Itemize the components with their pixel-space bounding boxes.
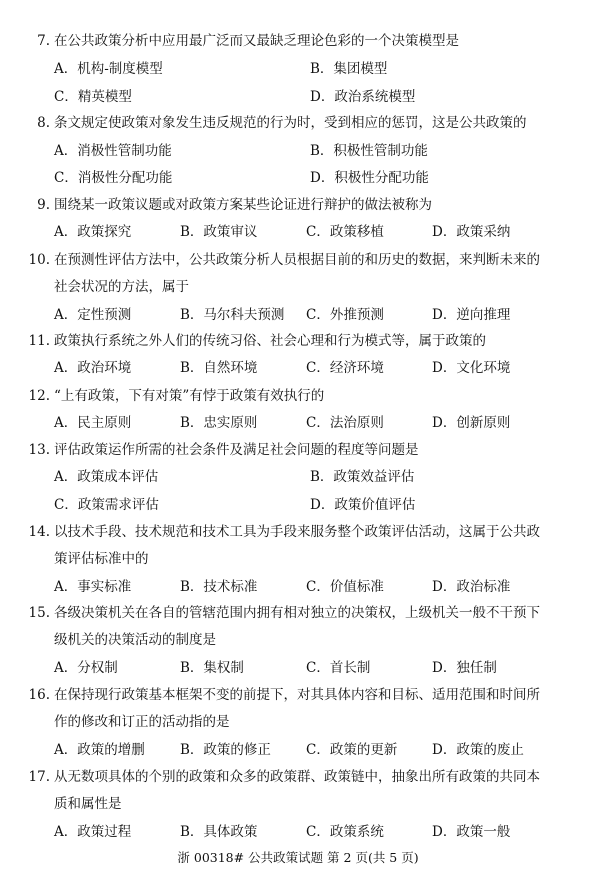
option-b: B．集团模型 bbox=[310, 61, 388, 77]
option-c: C．政策系统 bbox=[306, 824, 384, 840]
option-b: B．政策的修正 bbox=[180, 742, 271, 758]
question-stem: “上有政策，下有对策”有悖于政策有效执行的 bbox=[54, 388, 325, 404]
question-stem: 围绕某一政策议题或对政策方案某些论证进行辩护的做法被称为 bbox=[54, 197, 432, 213]
option-c: C．精英模型 bbox=[54, 89, 132, 105]
option-d: D．政策采纳 bbox=[432, 224, 511, 240]
page-footer: 浙 00318# 公共政策试题 第 2 页(共 5 页) bbox=[177, 850, 419, 865]
option-b: B．忠实原则 bbox=[180, 415, 258, 431]
option-b: B．技术标准 bbox=[180, 579, 258, 595]
question-stem-continued: 质和属性是 bbox=[54, 796, 122, 812]
option-a: A．分权制 bbox=[54, 660, 118, 676]
question-number: 8. bbox=[37, 115, 50, 131]
option-b: B．马尔科夫预测 bbox=[180, 307, 285, 323]
question-number: 12. bbox=[28, 388, 50, 404]
option-b: B．自然环境 bbox=[180, 360, 258, 376]
option-a: A．定性预测 bbox=[54, 307, 132, 323]
question-stem: 各级决策机关在各自的管辖范围内拥有相对独立的决策权，上级机关一般不干预下 bbox=[54, 605, 540, 621]
option-c: C．法治原则 bbox=[306, 415, 384, 431]
question-number: 13. bbox=[28, 442, 50, 458]
option-d: D．独任制 bbox=[432, 660, 497, 676]
option-a: A．政治环境 bbox=[54, 360, 132, 376]
question-stem-continued: 作的修改和订正的活动指的是 bbox=[54, 714, 230, 730]
question-stem: 在保持现行政策基本框架不变的前提下，对其具体内容和目标、适用范围和时间所 bbox=[54, 687, 540, 703]
question-stem: 以技术手段、技术规范和技术工具为手段来服务整个政策评估活动，这属于公共政 bbox=[54, 524, 540, 540]
question-stem-continued: 策评估标准中的 bbox=[54, 551, 149, 567]
question-stem: 条文规定使政策对象发生违反规范的行为时，受到相应的惩罚，这是公共政策的 bbox=[54, 115, 527, 131]
option-c: C．政策需求评估 bbox=[54, 497, 159, 513]
option-a: A．事实标准 bbox=[54, 579, 132, 595]
option-c: C．价值标准 bbox=[306, 579, 384, 595]
option-c: C．经济环境 bbox=[306, 360, 384, 376]
question-stem-continued: 级机关的决策活动的制度是 bbox=[54, 632, 216, 648]
option-d: D．文化环境 bbox=[432, 360, 511, 376]
question-number: 9. bbox=[37, 197, 50, 213]
option-d: D．逆向推理 bbox=[432, 307, 511, 323]
question-stem: 评估政策运作所需的社会条件及满足社会问题的程度等问题是 bbox=[54, 442, 419, 458]
question-number: 11. bbox=[28, 333, 50, 349]
option-c: C．政策的更新 bbox=[306, 742, 398, 758]
option-a: A．政策探究 bbox=[54, 224, 132, 240]
option-a: A．机构-制度模型 bbox=[54, 61, 163, 77]
option-a: A．政策过程 bbox=[54, 824, 132, 840]
option-b: B．政策审议 bbox=[180, 224, 258, 240]
option-b: B．积极性管制功能 bbox=[310, 143, 428, 159]
option-d: D．政治系统模型 bbox=[310, 89, 416, 105]
option-b: B．具体政策 bbox=[180, 824, 258, 840]
question-number: 16. bbox=[28, 687, 50, 703]
option-b: B．集权制 bbox=[180, 660, 244, 676]
option-d: D．政治标准 bbox=[432, 579, 511, 595]
question-number: 17. bbox=[28, 769, 50, 785]
option-a: A．民主原则 bbox=[54, 415, 132, 431]
question-stem: 从无数项具体的个别的政策和众多的政策群、政策链中，抽象出所有政策的共同本 bbox=[54, 769, 540, 785]
question-number: 10. bbox=[28, 252, 50, 268]
option-a: A．政策成本评估 bbox=[54, 469, 159, 485]
option-d: D．创新原则 bbox=[432, 415, 511, 431]
option-c: C．消极性分配功能 bbox=[54, 170, 173, 186]
option-c: C．外推预测 bbox=[306, 307, 384, 323]
option-d: D．积极性分配功能 bbox=[310, 170, 429, 186]
question-stem: 在公共政策分析中应用最广泛而又最缺乏理论色彩的一个决策模型是 bbox=[54, 33, 459, 49]
question-stem: 政策执行系统之外人们的传统习俗、社会心理和行为模式等，属于政策的 bbox=[54, 333, 486, 349]
option-a: A．政策的增删 bbox=[54, 742, 145, 758]
question-stem-continued: 社会状况的方法，属于 bbox=[54, 279, 189, 295]
question-number: 14. bbox=[28, 524, 50, 540]
option-c: C．政策移植 bbox=[306, 224, 384, 240]
option-d: D．政策价值评估 bbox=[310, 497, 416, 513]
question-stem: 在预测性评估方法中，公共政策分析人员根据目前的和历史的数据，来判断未来的 bbox=[54, 252, 540, 268]
option-d: D．政策的废止 bbox=[432, 742, 524, 758]
option-a: A．消极性管制功能 bbox=[54, 143, 172, 159]
option-b: B．政策效益评估 bbox=[310, 469, 415, 485]
question-number: 15. bbox=[28, 605, 50, 621]
question-number: 7. bbox=[37, 33, 50, 49]
option-c: C．首长制 bbox=[306, 660, 371, 676]
option-d: D．政策一般 bbox=[432, 824, 511, 840]
